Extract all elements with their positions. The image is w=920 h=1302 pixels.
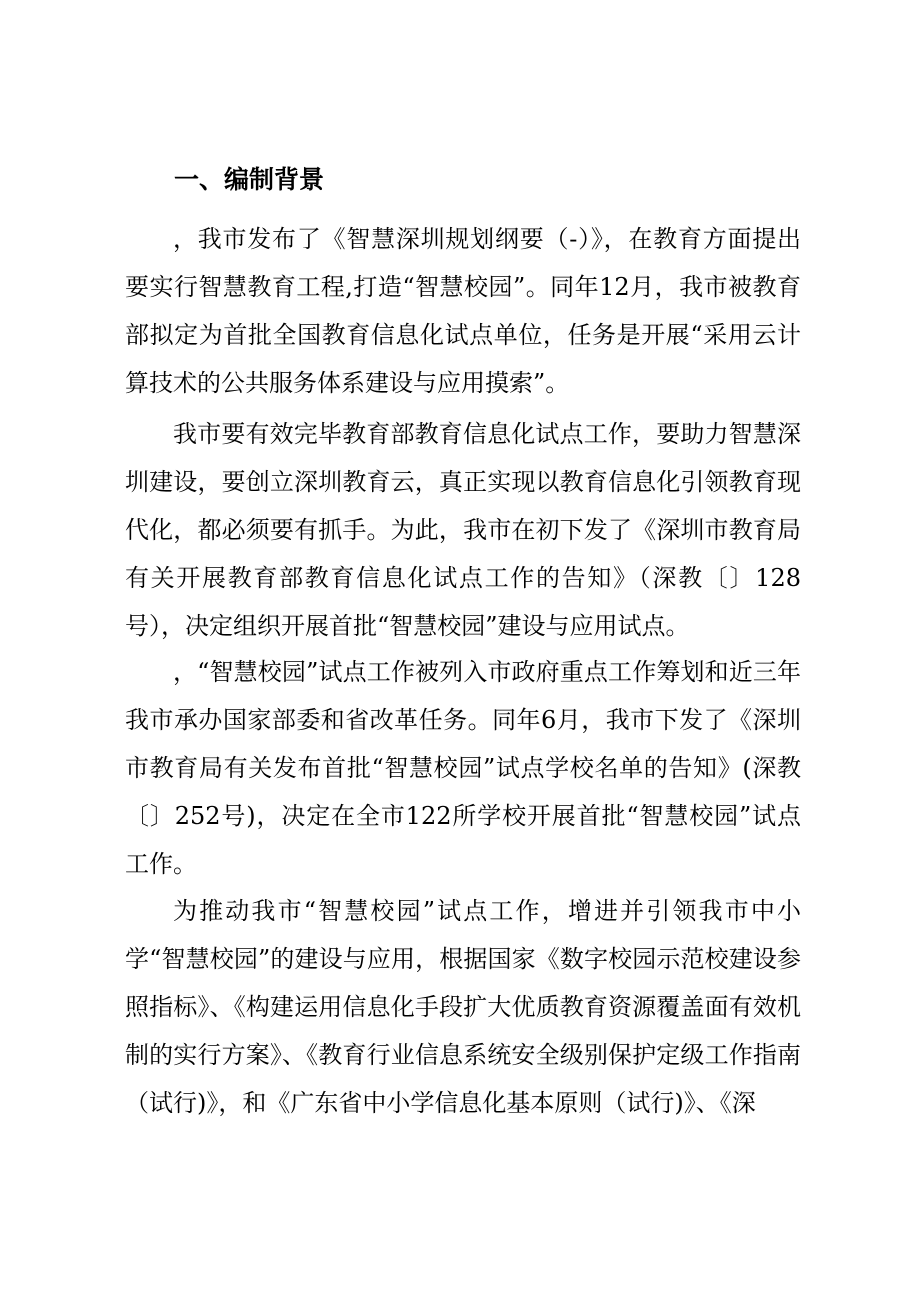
paragraph-background-4: 为推动我市“智慧校园”试点工作，增进并引领我市中小学“智慧校园”的建设与应用，根据国家《数字校园示范校建设参照指标》、《构建运用信息化手段扩大优质教育资源覆盖面有效机制的实行方案》、《教育行业信息系统安全级别保护定级工作指南（试行)》，和《广东省中小学信息化基本原则（试行)》、《深 bbox=[125, 897, 801, 1117]
paragraph-background-3: ，“智慧校园”试点工作被列入市政府重点工作筹划和近三年我市承办国家部委和省改革任务。同年6月，我市下发了《深圳市教育局有关发布首批“智慧校园”试点学校名单的告知》(深教〔〕252号)，决定在全市122所学校开展首批“智慧校园”试点工作。 bbox=[125, 658, 801, 878]
paragraph-background-1: ，我市发布了《智慧深圳规划纲要（-）》，在教育方面提出要实行智慧教育工程,打造“智慧校园”。同年12月，我市被教育部拟定为首批全国教育信息化试点单位，任务是开展“采用云计算技术的公共服务体系建设与应用摸索”。 bbox=[125, 225, 801, 397]
section-heading: 一、编制背景 bbox=[174, 165, 325, 194]
paragraph-background-2: 我市要有效完毕教育部教育信息化试点工作，要助力智慧深圳建设，要创立深圳教育云，真正实现以教育信息化引领教育现代化，都必须要有抓手。为此，我市在初下发了《深圳市教育局有关开展教育部教育信息化试点工作的告知》（深教〔〕128号），决定组织开展首批“智慧校园”建设与应用试点。 bbox=[125, 420, 801, 640]
